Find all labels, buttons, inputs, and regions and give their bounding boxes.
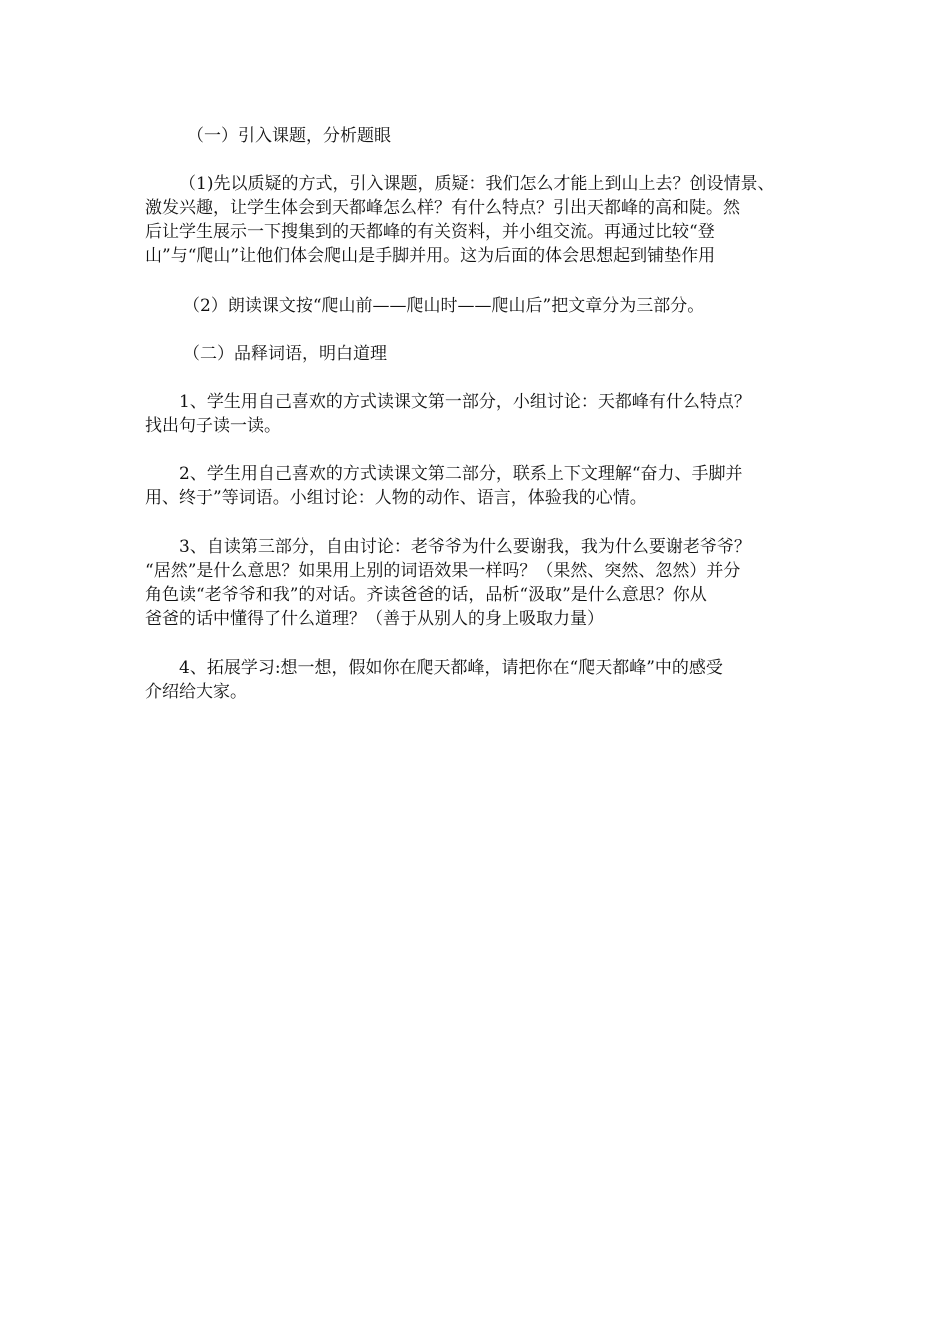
paragraph-line: “居然”是什么意思？如果用上别的词语效果一样吗？（果然、突然、忽然）并分 xyxy=(145,561,741,581)
paragraph-line: 3、自读第三部分，自由讨论：老爷爷为什么要谢我，我为什么要谢老爷爷？ xyxy=(179,537,751,557)
paragraph-line: 介绍给大家。 xyxy=(145,682,247,702)
section-heading-introduce-topic xyxy=(145,124,825,148)
paragraph-line: （2）朗读课文按“爬山前——爬山时——爬山后”把文章分为三部分。 xyxy=(183,296,705,316)
paragraph-line: （1)先以质疑的方式，引入课题，质疑：我们怎么才能上到山上去？创设情景、 xyxy=(179,174,775,194)
paragraph-step-2 xyxy=(145,462,825,510)
paragraph-line: 用、终于”等词语。小组讨论：人物的动作、语言，体验我的心情。 xyxy=(145,488,647,508)
paragraph-item-1 xyxy=(145,172,825,268)
paragraph-line: 找出句子读一读。 xyxy=(145,416,281,436)
paragraph-step-4 xyxy=(145,656,825,704)
heading-line: （二）品释词语，明白道理 xyxy=(183,344,387,364)
section-heading-word-analysis xyxy=(145,342,825,366)
paragraph-line: 爸爸的话中懂得了什么道理？（善于从别人的身上吸取力量） xyxy=(145,609,604,629)
paragraph-line: 2、学生用自己喜欢的方式读课文第二部分，联系上下文理解“奋力、手脚并 xyxy=(179,464,743,484)
paragraph-step-1 xyxy=(145,390,825,438)
paragraph-line: 1、学生用自己喜欢的方式读课文第一部分，小组讨论：天都峰有什么特点？ xyxy=(179,392,751,412)
paragraph-line: 激发兴趣，让学生体会到天都峰怎么样？有什么特点？引出天都峰的高和陡。然 xyxy=(145,198,740,218)
paragraph-line: 4、拓展学习:想一想，假如你在爬天都峰，请把你在“爬天都峰”中的感受 xyxy=(179,658,723,678)
paragraph-step-3 xyxy=(145,535,825,631)
heading-line: （一）引入课题，分析题眼 xyxy=(187,126,391,146)
paragraph-line: 角色读“老爷爷和我”的对话。齐读爸爸的话，品析“汲取”是什么意思？你从 xyxy=(145,585,707,605)
paragraph-item-2 xyxy=(145,294,825,318)
paragraph-line: 山”与“爬山”让他们体会爬山是手脚并用。这为后面的体会思想起到铺垫作用 xyxy=(145,246,716,266)
paragraph-line: 后让学生展示一下搜集到的天都峰的有关资料，并小组交流。再通过比较“登 xyxy=(145,222,715,242)
